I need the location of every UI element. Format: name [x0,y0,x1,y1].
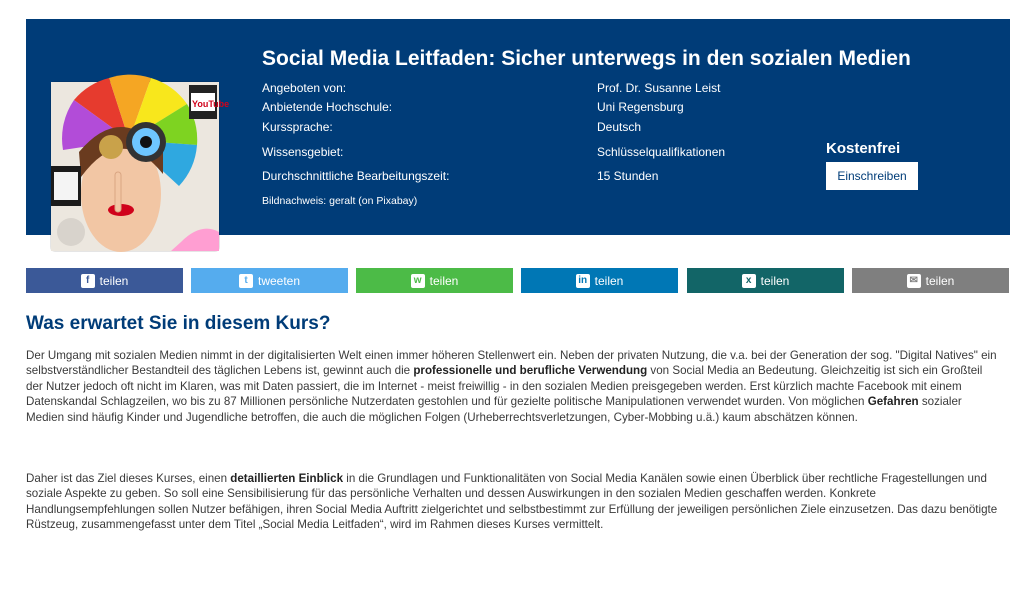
meta-value-language: Deutsch [597,120,642,134]
share-whatsapp-button[interactable] [356,268,513,293]
meta-label-university: Anbietende Hochschule: [262,100,393,114]
p2-text-c: in die Grundlagen und Funktionalitäten von Social Media Kanälen sowie einen Überblick über rechtliche Fragestellungen und soziale Aspekte zu geben. So soll eine Sensibilisierung für das persönliche Verhalten und dessen Auswirkungen in den sozialen Medien geschaffen werden. Konkrete Handlungsempfehlungen sollen Nutzer befähigen, ihren Social Media Auftritt zielgerichtet und selbstbestimmt zur Erfüllung der jeweiligen persönlichen Ziele einzusetzen. Das dazu benötigte Rüstzeug, zusammengefasst unter dem Titel „Social Media Leitfaden“, wird im Rahmen dieses Kurses vermittelt. [26,472,998,532]
meta-label-language: Kurssprache: [262,120,333,134]
p1-text-d: sozialer Medien sind häufig Kinder und Jugendliche betroffen, die auch die möglichen Folgen (Urheberrechtsverletzungen, Cyber-Mobbing u.ä.) kaum abschätzen können. [26,395,962,424]
share-linkedin-label: teilen [594,273,624,288]
share-mail-label: teilen [925,273,955,288]
description-paragraph-1 [26,348,1001,425]
share-facebook-label: teilen [99,273,129,288]
enroll-button[interactable]: Einschreiben [826,162,918,190]
share-linkedin-button[interactable] [521,268,678,293]
p1-text-a: Der Umgang mit sozialen Medien nimmt in der digitalisierten Welt einen immer höheren Stellenwert ein. Neben der privaten Nutzung, die v.a. bei der Generation der sog. "Digital Natives" ein selbstverständlicher Bestandteil des täglichen Lebens ist, gewinnt auch die [26,349,997,378]
xing-icon: x [742,274,756,288]
share-xing-label: teilen [760,273,790,288]
meta-label-duration: Durchschnittliche Bearbeitungszeit: [262,169,450,183]
meta-value-duration: 15 Stunden [597,169,659,183]
p1-bold-dangers: Gefahren [867,395,919,409]
share-facebook-button[interactable] [26,268,183,293]
mail-icon: ✉ [907,274,921,288]
share-mail-button[interactable] [852,268,1009,293]
social-media-collage-image [51,82,230,251]
share-xing-button[interactable] [687,268,844,293]
facebook-icon: f [81,274,95,288]
p2-bold-insight: detaillierten Einblick [230,472,344,485]
share-twitter-button[interactable] [191,268,348,293]
share-twitter-label: tweeten [257,273,301,288]
share-whatsapp-label: teilen [429,273,459,288]
youtube-logo-text: YouTube [192,99,230,109]
meta-value-field: Schlüsselqualifikationen [597,145,726,159]
p1-text-c: von Social Media an Bedeutung. Gleichzeitig ist sich ein Großteil der Nutzer jedoch oft nicht im Klaren, was mit Daten passiert, die im Internet - meist freiwillig - in den sozialen Medien preisgegeben werden. Erst kürzlich machte Facebook mit einem Datenskandal Schlagzeilen, wo bis zu 87 Millionen persönliche Nutzerdaten gestohlen und für gezielte politische Manipulationen verwendet wurden. Von möglichen [26,364,983,409]
meta-value-university: Uni Regensburg [597,100,684,114]
course-image [51,82,230,251]
p1-bold-usage: professionelle und berufliche Verwendung [413,364,648,378]
meta-value-offered-by: Prof. Dr. Susanne Leist [597,81,721,95]
p2-text-a: Daher ist das Ziel dieses Kurses, einen [26,472,231,485]
whatsapp-icon: w [411,274,425,288]
meta-label-field: Wissensgebiet: [262,145,344,159]
linkedin-icon: in [576,274,590,288]
twitter-icon: t [239,274,253,288]
price-label: Kostenfrei [826,140,901,157]
course-title: Social Media Leitfaden: Sicher unterwegs in den sozialen Medien [262,47,911,70]
description-paragraph-2 [26,471,1001,533]
image-credit: Bildnachweis: geralt (on Pixabay) [262,195,418,207]
meta-label-offered-by: Angeboten von: [262,81,347,95]
section-heading: Was erwartet Sie in diesem Kurs? [26,313,331,334]
